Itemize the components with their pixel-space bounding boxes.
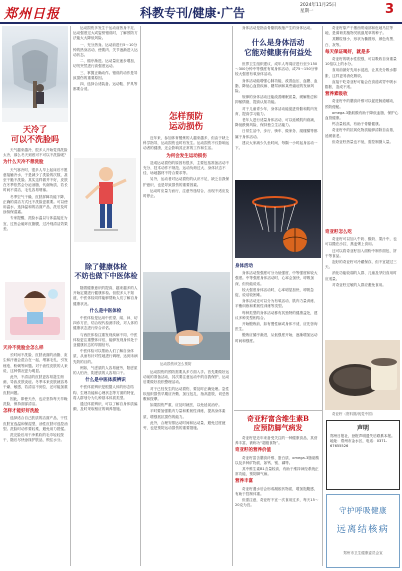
article3-body: 随着健康意识的提高，越来越多的人开始定期进行健康体检。但很多人不知道，中医体检同样能够帮助人们了解自身健康状况。 什么是中医体检 中医体检是运用中医望、闻、问、切四诊方法，结合现代检测手段，对人体的健康状态进行综合评估。 与西医体检注重发现疾病不同，中医体检更注重整体评估，能够发现身体处于亚健康状态的早期信号。 中医体检可以帮助人们了解自身体质，从而有针对性地进行调理，达到未病先防的目的。 例如，气虚质的人容易疲劳，阳虚质的人怕冷，阴虚质的人容易口干。 什么是中医体质辨识 中医体质辨识是根据人体的形态结构、生理功能和心理状态等方面的特征，将人群划分为九种基本体质类型。 通过体质辨识，可以了解自身体质偏颇，及时采取相应的调养措施。 [73, 286, 138, 412]
page-number: 3 [385, 2, 395, 17]
masthead: 郑州日报 [4, 7, 61, 22]
date-block [300, 3, 336, 15]
weekday-line: 星期一 [300, 9, 314, 14]
article1-subhead-3: 怎样才能好好洗脸 [3, 409, 39, 415]
article1-subhead-2: 天冷不洗脸会怎么样 [3, 346, 44, 351]
runner-knee-image [143, 272, 230, 360]
article2-subhead: 为何会发生运动损伤 [166, 153, 207, 159]
stretching-illustration [74, 158, 136, 242]
column2-top-body: 运动损伤多发生于运动前热身不足、运动强度过大或姿势错误时，了解预防方法能大大降低风险。 一、充分热身。运动前进行5～10分钟的热身活动，使肌肉、关节逐渐进入运动状态。 二、循序渐进。运动量应逐步增加，切勿突然进行高强度运动。 三、掌握正确动作。错误的动作是导致损伤的重要原因。 四、选择合适装备。运动鞋、护具等都要合适。 [73, 26, 138, 92]
article5-subhead-2: 营养丰富 [235, 479, 253, 485]
column3-lower-body: 运动损伤的预防需要从多方面入手。首先要做好运动前的准备活动，其次要注意运动中的自我保护，运动后要做好放松整理活动。 对于已经发生的运动损伤，要及时正确处理。急性软组织损伤早期应冷敷、加压包扎、抬高患肢，切忌热敷和按摩。 如果损伤严重，应及时就医，以免延误治疗。 平时要加强肌肉力量和柔韧性训练，提高身体素质，增强抵抗损伤的能力。 此外，合理安排运动时间和运动量，避免过度疲劳，也是预防运动损伤的重要措施。 [143, 370, 230, 431]
article5-subhead: 奇亚籽的营养价值 [235, 448, 271, 454]
column-divider [140, 26, 141, 566]
article2-headline: 怎样预防 运动损伤 [168, 112, 203, 132]
article1-intro: 天气越来越冷，很多人开始觉得洗脸太冷，那么冬天到底可不可以不洗脸呢？ [3, 148, 68, 158]
public-service-ad [326, 494, 400, 568]
article6-subhead-3: 奇亚籽怎么吃 [325, 230, 352, 235]
article4-headline: 什么是身体活动 它能对健康有何益处 [244, 38, 312, 57]
section-title: 科教专刊/健康·广告 [140, 6, 245, 20]
notice-title: 声明 [356, 425, 369, 432]
article3-subhead-2: 什么是中医体质辨识 [85, 378, 126, 384]
chia-seed-photo [325, 340, 400, 410]
snow-photo [2, 26, 68, 122]
article6-subhead: 每天保证喝好，就是多 [325, 49, 370, 55]
article4-subhead: 身体活动 [235, 264, 253, 269]
snow-scene-image [2, 26, 68, 122]
basketball-photo [235, 180, 321, 258]
article3-caption: 运动损伤该怎么预防 [160, 362, 192, 366]
column5-mid-body: 奇亚籽怎么吃 奇亚籽可以加入牛奶、酸奶、果汁中，也可以撒在沙拉、燕麦粥上食用。 还可以将奇亚籽加入面粉中制作面包、饼干等食品。 泡好的奇亚籽可冷藏保存，但不宜超过三天。 消化功能较弱的人群、儿童及孕妇食用时应适量。 对奇亚籽过敏的人群应避免食用。 [325, 228, 400, 338]
article1-subhead: 为什么天冷不想洗脸 [3, 160, 44, 166]
column4-top-body: 身体活动是指由骨骼肌收缩产生的身体运动。 [242, 26, 314, 30]
article2-body: 近年来，参加体育锻炼的人越来越多，但由于缺乏科学指导，运动损伤也时有发生。运动损伤不仅影响运动者的健康，还会影响其正常的工作和生活。 为何会发生运动损伤 造成运动损伤的原因有很多，主要包括准备活动不充分、技术动作不规范、运动负荷过大、身体状态不佳、场地器材不符合要求等。 另外，运动者对运动损伤的认识不足，缺乏自我保护意识，也是导致损伤的重要因素。 运动时应量力而行，注意劳逸结合，出现不适应及时停止。 [143, 136, 230, 199]
column-divider [322, 26, 323, 566]
basketball-hoop-image [235, 180, 321, 258]
ad-footer: 郑州市卫生健康委员会宣 [343, 551, 383, 555]
child-washing-illustration [5, 282, 65, 340]
article6-subhead-2: 营养素吸收 [325, 92, 348, 98]
article5-caption: 奇亚籽（资料图/视觉中国） [332, 412, 376, 416]
column-divider [70, 26, 71, 566]
chia-seed-image [325, 340, 400, 410]
washing-illustration [5, 282, 65, 340]
article5-body: 奇亚籽是近年来备受关注的一种健康食品，其营养丰富，被称为“超级食物”。 奇亚籽的营养价值 奇亚籽富含膳食纤维、蛋白质、omega-3脂肪酸以及多种矿物质，如钙、镁、磷等。 其中维生素B1含量较高，有助于维持神经系统正常功能，预防脚气病。 营养丰富 奇亚籽遇水后会形成凝胶状物质，增加饱腹感，有助于控制体重。 但需注意，奇亚籽不宜一次食用过多，每天15～20克为宜。 [235, 436, 320, 508]
column5-top-body: 奇亚籽原产于墨西哥南部和危地马拉等地，是薄荷类植物芡欧鼠尾草的种子。 其颗粒细小，形状为椭圆形，颜色有黑、白、灰等。 每天保证喝好，就是多 奇亚籽的吸水性很强，可以吸收自身重量10倍以上的水分。 食用前最好先用水浸泡，让其充分吸水膨胀，这样更易消化吸收。 直接干吃奇亚籽可能会在食道或胃中吸水膨胀，造成不适。 营养素吸收 奇亚籽中的膳食纤维可以促进肠道蠕动，预防便秘。 omega-3脂肪酸有助于降低血脂，保护心血管健康。 钙含量较高，有助于骨骼健康。 奇亚籽中的抗氧化物质能够清除自由基，延缓衰老。 但奇亚籽热量也不低，需控制摄入量。 [325, 26, 399, 144]
article4-body-2: 身体活动 身体活动按强度可分为低强度、中等强度和较大强度。中等强度身体活动时，心率会加快，呼吸加深，但仍能说话。 较大强度身体活动时，心率明显加快，呼吸急促，说话较困难。 身体活动还可以分为有氧活动、肌肉力量训练、平衡训练和柔韧性训练等类型。 每种类型的身体活动都有其独特的健康益处，建议多种类型相结合。 开始锻炼前，如有慢性病或身体不适，应先咨询医生。 锻炼应循序渐进，从低强度开始，逐渐增加运动时间和强度。 [235, 262, 320, 412]
article1-body: 天气越来越冷，很多人开始觉得洗脸太冷，那么冬天到底可不可以不洗脸呢？ 为什么天冷不想洗脸 天气寒冷时，很多人早上起床后不愿意接触冷水，于是减少了洗脸的次数，甚至干脆不洗脸。其实这样做并不好，皮肤在冬季依然会分泌油脂，代谢角质，若长时间不清洁，毛孔容易堵塞。 冬季空气干燥，皮肤屏障功能下降，正确的清洁方式比不洗脸更重要。可以使用温水，选择温和的洁面产品，洗后及时涂抹保湿霜。 专家提醒，洗脸水温以与体温接近为宜，过热会破坏皮脂膜，过冷则清洁效果差。 [3, 148, 68, 231]
section-divider [234, 410, 322, 411]
article3-subhead: 什么是中医体检 [89, 308, 122, 314]
stretch-figure [74, 158, 136, 242]
article4-body: 世界卫生组织建议，成年人每周应进行至少150～300分钟中等强度有氧身体活动，或75～150分钟较大强度有氧身体活动。 身体活动能增强心肺功能，改善血压、血糖、血脂，降低心血管疾病、糖尿病和某些癌症的发病风险。 规律的身体活动还能改善睡眠质量，缓解焦虑和抑郁情绪，提高认知功能。 对于儿童青少年，身体活动能促进骨骼和肌肉发育，提高学习能力。 老年人进行适量身体活动，可以延缓肌肉衰减，降低跌倒风险，保持独立生活能力。 日常生活中，步行、骑车、做家务、爬楼梯等都属于身体活动。 建议大家减少久坐时间，每隔一小时起身活动一下。 [235, 62, 318, 151]
article5-headline: 奇亚籽富含维生素B 应预防脚气病发 [247, 414, 309, 432]
notice-body: 郑州日报社，登报声明遗失后联系本报。地址：郑州市金水区，电话：0371-67655526 [330, 434, 395, 448]
notice-box [326, 420, 400, 490]
article1-headline: 天冷了 可以不洗脸吗 [11, 124, 59, 144]
ad-line-2: 远离结核病 [336, 525, 390, 535]
article1-body-2: 天冷不洗脸会怎么样 长时间不洗脸，皮肤表面的油脂、灰尘和汗液会混合在一起，堵塞毛孔，引发痤疮、粉刺等问题。对于油性皮肤的人来说，这种情况更为明显。 此外，不清洁的皮肤更容易滋生细菌，导致皮肤炎症。冬季本来皮肤就容易干燥、敏感，若清洁不到位，还可能加重皮肤问题。 因此，即使天冷，也应坚持每天早晚洗脸，保持面部清洁。 怎样才能好好洗脸 选择适合自己肤质的洁面产品，干性皮肤宜选温和保湿型，油性皮肤可选控油型。洗脸时动作要轻柔，避免用力搓揉。 洗完脸后用干净柔软的毛巾轻轻按干，随后尽快涂抹护肤品，锁住水分。 [3, 346, 68, 443]
knee-injury-photo [143, 272, 230, 360]
article3-headline: 除了健康体检 不妨也做下中医体检 [74, 262, 138, 280]
column-divider [232, 26, 233, 566]
date-line: 2024年11月25日 [300, 3, 337, 8]
ad-line-1: 守护呼吸健康 [339, 506, 387, 515]
page-header [0, 0, 402, 24]
